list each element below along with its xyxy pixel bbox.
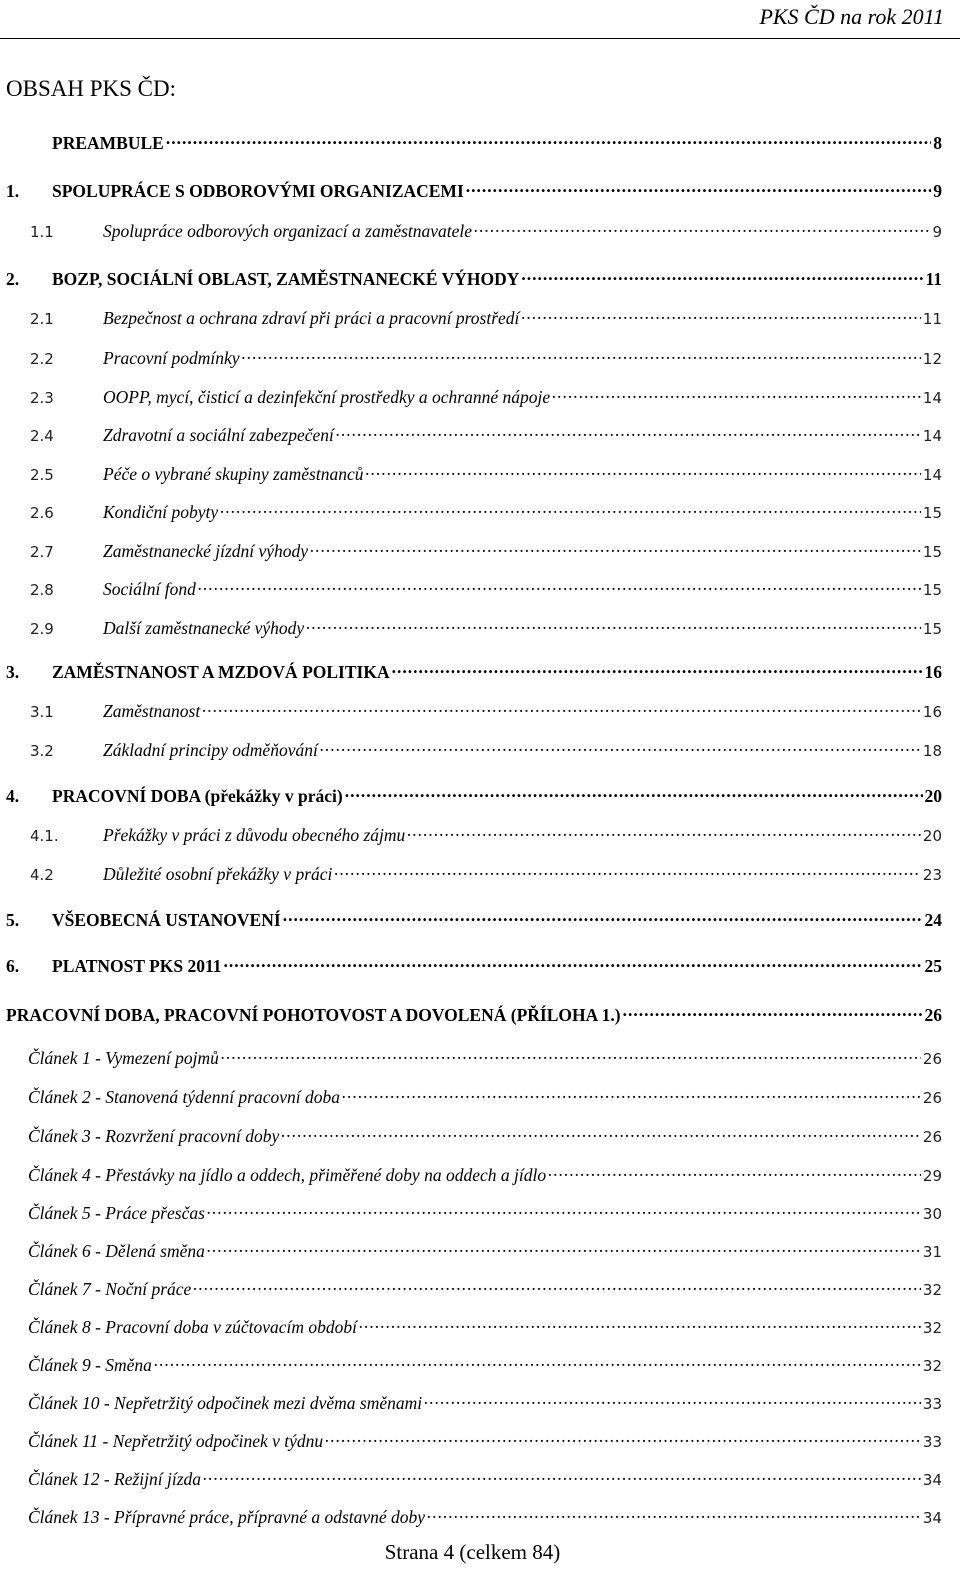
toc-entry-number: 4.2 (30, 866, 54, 884)
toc-entry-page: 26 (924, 1005, 942, 1025)
toc-entry[interactable] (0, 951, 942, 977)
toc-entry-label: Překážky v práci z důvodu obecného zájmu (103, 825, 406, 845)
toc-entry-page: 30 (922, 1205, 942, 1223)
toc-dot-leader (220, 497, 921, 518)
toc-entry-number: 2.6 (30, 504, 54, 522)
toc-entry-page: 26 (922, 1128, 942, 1146)
toc-entry[interactable] (0, 459, 942, 485)
toc-entry-page: 26 (922, 1089, 942, 1107)
toc-entry-page: 15 (922, 620, 942, 638)
toc-entry-number: 2.8 (30, 581, 54, 599)
toc-entry[interactable] (0, 264, 942, 290)
toc-entry-label: Spolupráce odborových organizací a zaměstnavatele (103, 221, 473, 241)
toc-dot-leader (193, 1274, 921, 1295)
toc-entry[interactable] (0, 176, 942, 202)
toc-dot-leader (198, 574, 921, 595)
toc-dot-leader (521, 264, 923, 285)
toc-entry-page: 15 (922, 504, 942, 522)
toc-dot-leader (283, 905, 923, 926)
toc-entry[interactable] (0, 1464, 942, 1490)
toc-dot-leader (424, 1388, 921, 1409)
toc-entry-label: Sociální fond (103, 579, 196, 599)
toc-entry-page: 34 (922, 1509, 942, 1527)
toc-entry-page: 14 (922, 389, 942, 407)
toc-dot-leader (336, 420, 921, 441)
toc-entry-label: Zaměstnanost (103, 701, 201, 721)
toc-entry[interactable] (0, 1082, 942, 1108)
toc-entry-number: 3.2 (30, 742, 54, 760)
toc-entry-label: PRACOVNÍ DOBA (překážky v práci) (52, 786, 343, 806)
toc-entry-number: 2.7 (30, 543, 54, 561)
toc-entry-number: 5. (6, 910, 20, 930)
toc-entry-page: 29 (922, 1167, 942, 1185)
toc-entry[interactable] (0, 1000, 942, 1026)
toc-entry-page: 16 (924, 662, 942, 682)
toc-dot-leader (310, 536, 921, 557)
toc-entry-page: 32 (922, 1319, 942, 1337)
toc-entry[interactable] (0, 574, 942, 600)
toc-entry-number: 4.1. (30, 827, 59, 845)
toc-dot-leader (281, 1121, 921, 1142)
toc-entry-number: 2.1 (30, 310, 54, 328)
toc-entry-label: Článek 13 - Přípravné práce, přípravné a odstavné doby (28, 1507, 426, 1527)
toc-entry[interactable] (0, 497, 942, 523)
toc-entry-label: Článek 9 - Směna (28, 1355, 152, 1375)
toc-entry-number: 6. (6, 956, 20, 976)
toc-entry-number: 2.4 (30, 427, 54, 445)
toc-entry-page: 24 (924, 910, 942, 930)
toc-entry[interactable] (0, 859, 942, 885)
toc-entry-label: SPOLUPRÁCE S ODBOROVÝMI ORGANIZACEMI (52, 181, 464, 201)
toc-entry-page: 32 (922, 1357, 942, 1375)
toc-entry[interactable] (0, 420, 942, 446)
toc-entry-label: Základní principy odměňování (103, 740, 318, 760)
toc-dot-leader (521, 303, 921, 324)
toc-entry-label: Článek 2 - Stanovená týdenní pracovní doba (28, 1087, 341, 1107)
toc-entry-page: 11 (925, 269, 942, 289)
toc-dot-leader (203, 1464, 921, 1485)
toc-entry-label: PRACOVNÍ DOBA, PRACOVNÍ POHOTOVOST A DOVOLENÁ (PŘÍLOHA 1.) (6, 1005, 621, 1025)
toc-entry-page: 25 (924, 956, 942, 976)
toc-dot-leader (202, 696, 921, 717)
toc-entry[interactable] (0, 343, 942, 369)
toc-entry[interactable] (0, 1274, 942, 1300)
toc-entry-number: 1.1 (30, 223, 54, 241)
toc-entry-label: Bezpečnost a ochrana zdraví při práci a pracovní prostředí (103, 308, 520, 328)
toc-entry-page: 34 (922, 1471, 942, 1489)
toc-entry[interactable] (0, 1198, 942, 1224)
toc-entry-label: Článek 1 - Vymezení pojmů (28, 1048, 219, 1068)
toc-entry[interactable] (0, 303, 942, 329)
toc-entry-label: Další zaměstnanecké výhody (103, 618, 305, 638)
toc-dot-leader (552, 382, 921, 403)
toc-entry-label: OOPP, mycí, čisticí a dezinfekční prostředky a ochranné nápoje (103, 387, 551, 407)
toc-dot-leader (242, 343, 921, 364)
toc-entry-page: 9 (933, 181, 942, 201)
toc-entry-number: 2.2 (30, 350, 54, 368)
toc-dot-leader (392, 657, 923, 678)
toc-entry-label: PLATNOST PKS 2011 (52, 956, 222, 976)
toc-entry[interactable] (0, 1502, 942, 1528)
toc-entry[interactable] (0, 781, 942, 807)
running-header: PKS ČD na rok 2011 (759, 4, 944, 29)
toc-dot-leader (224, 951, 923, 972)
toc-entry[interactable] (0, 1160, 942, 1186)
toc-entry-label: Článek 7 - Noční práce (28, 1279, 192, 1299)
toc-dot-leader (466, 176, 931, 197)
toc-entry-label: Pracovní podmínky (103, 348, 240, 368)
toc-entry-number: 2.9 (30, 620, 54, 638)
toc-dot-leader (166, 128, 931, 149)
toc-entry[interactable] (0, 382, 942, 408)
page-footer: Strana 4 (celkem 84) (384, 1540, 561, 1564)
toc-dot-leader (221, 1043, 921, 1064)
toc-entry-label: Článek 5 - Práce přesčas (28, 1203, 205, 1223)
toc-entry-page: 9 (932, 223, 942, 241)
toc-dot-leader (548, 1160, 921, 1181)
toc-entry-page: 8 (933, 133, 942, 153)
toc-dot-leader (207, 1198, 921, 1219)
toc-entry-number: 2. (6, 269, 20, 289)
toc-entry-number: 3.1 (30, 703, 54, 721)
toc-entry-label: Článek 10 - Nepřetržitý odpočinek mezi dvěma směnami (28, 1393, 423, 1413)
toc-dot-leader (207, 1236, 921, 1257)
toc-dot-leader (320, 735, 921, 756)
toc-entry-page: 31 (922, 1243, 942, 1261)
document-title: OBSAH PKS ČD: (6, 76, 176, 101)
toc-entry[interactable] (0, 613, 942, 639)
toc-entry-page: 14 (922, 427, 942, 445)
toc-entry[interactable] (0, 1426, 942, 1452)
toc-dot-leader (342, 1082, 921, 1103)
toc-entry-page: 11 (922, 310, 942, 328)
toc-dot-leader (359, 1312, 921, 1333)
toc-dot-leader (154, 1350, 921, 1371)
toc-entry-page: 14 (922, 466, 942, 484)
toc-dot-leader (427, 1502, 921, 1523)
toc-entry-page: 20 (924, 786, 942, 806)
toc-entry-label: PREAMBULE (52, 133, 164, 153)
toc-entry[interactable] (0, 1121, 942, 1147)
toc-entry[interactable] (0, 820, 942, 846)
toc-entry-number: 4. (6, 786, 20, 806)
toc-dot-leader (325, 1426, 921, 1447)
toc-entry-label: Článek 6 - Dělená směna (28, 1241, 205, 1261)
toc-entry-label: Kondiční pobyty (103, 502, 219, 522)
toc-entry[interactable] (0, 536, 942, 562)
toc-entry[interactable] (0, 1350, 942, 1376)
toc-entry-label: VŠEOBECNÁ USTANOVENÍ (52, 910, 281, 930)
toc-entry[interactable] (0, 128, 942, 154)
toc-entry-page: 23 (922, 866, 942, 884)
toc-entry-label: Článek 8 - Pracovní doba v zúčtovacím období (28, 1317, 358, 1337)
toc-entry-page: 15 (922, 581, 942, 599)
toc-entry-number: 2.3 (30, 389, 54, 407)
toc-entry-page: 15 (922, 543, 942, 561)
toc-entry[interactable] (0, 1388, 942, 1414)
toc-entry-label: BOZP, SOCIÁLNÍ OBLAST, ZAMĚSTNANECKÉ VÝHODY (52, 269, 520, 289)
toc-dot-leader (365, 459, 920, 480)
toc-entry-label: Zdravotní a sociální zabezpečení (103, 425, 334, 445)
toc-entry[interactable] (0, 1043, 942, 1069)
toc-entry-label: ZAMĚSTNANOST A MZDOVÁ POLITIKA (52, 662, 390, 682)
toc-entry-label: Zaměstnanecké jízdní výhody (103, 541, 309, 561)
toc-entry-label: Článek 11 - Nepřetržitý odpočinek v týdnu (28, 1431, 324, 1451)
toc-entry-page: 33 (922, 1433, 942, 1451)
toc-entry-label: Péče o vybrané skupiny zaměstnanců (103, 464, 364, 484)
toc-dot-leader (334, 859, 921, 880)
toc-entry-number: 2.5 (30, 466, 54, 484)
toc-dot-leader (306, 613, 921, 634)
toc-entry[interactable] (0, 657, 942, 683)
toc-entry-label: Důležité osobní překážky v práci (103, 864, 333, 884)
toc-entry[interactable] (0, 905, 942, 931)
toc-entry-page: 32 (922, 1281, 942, 1299)
toc-entry-number: 3. (6, 662, 20, 682)
toc-entry-page: 16 (922, 703, 942, 721)
toc-entry-page: 12 (922, 350, 942, 368)
toc-entry-page: 26 (922, 1050, 942, 1068)
toc-dot-leader (407, 820, 921, 841)
toc-entry-page: 18 (922, 742, 942, 760)
toc-entry[interactable] (0, 735, 942, 761)
toc-entry[interactable] (0, 1236, 942, 1262)
toc-entry-label: Článek 4 - Přestávky na jídlo a oddech, přiměřené doby na oddech a jídlo (28, 1165, 547, 1185)
toc-entry[interactable] (0, 1312, 942, 1338)
toc-entry-page: 20 (922, 827, 942, 845)
toc-entry-page: 33 (922, 1395, 942, 1413)
toc-entry-label: Článek 12 - Režijní jízda (28, 1469, 202, 1489)
toc-dot-leader (345, 781, 923, 802)
toc-entry-number: 1. (6, 181, 20, 201)
toc-entry[interactable] (0, 696, 942, 722)
toc-entry[interactable] (0, 216, 942, 242)
toc-entry-label: Článek 3 - Rozvržení pracovní doby (28, 1126, 280, 1146)
toc-dot-leader (474, 216, 930, 237)
toc-dot-leader (623, 1000, 923, 1021)
